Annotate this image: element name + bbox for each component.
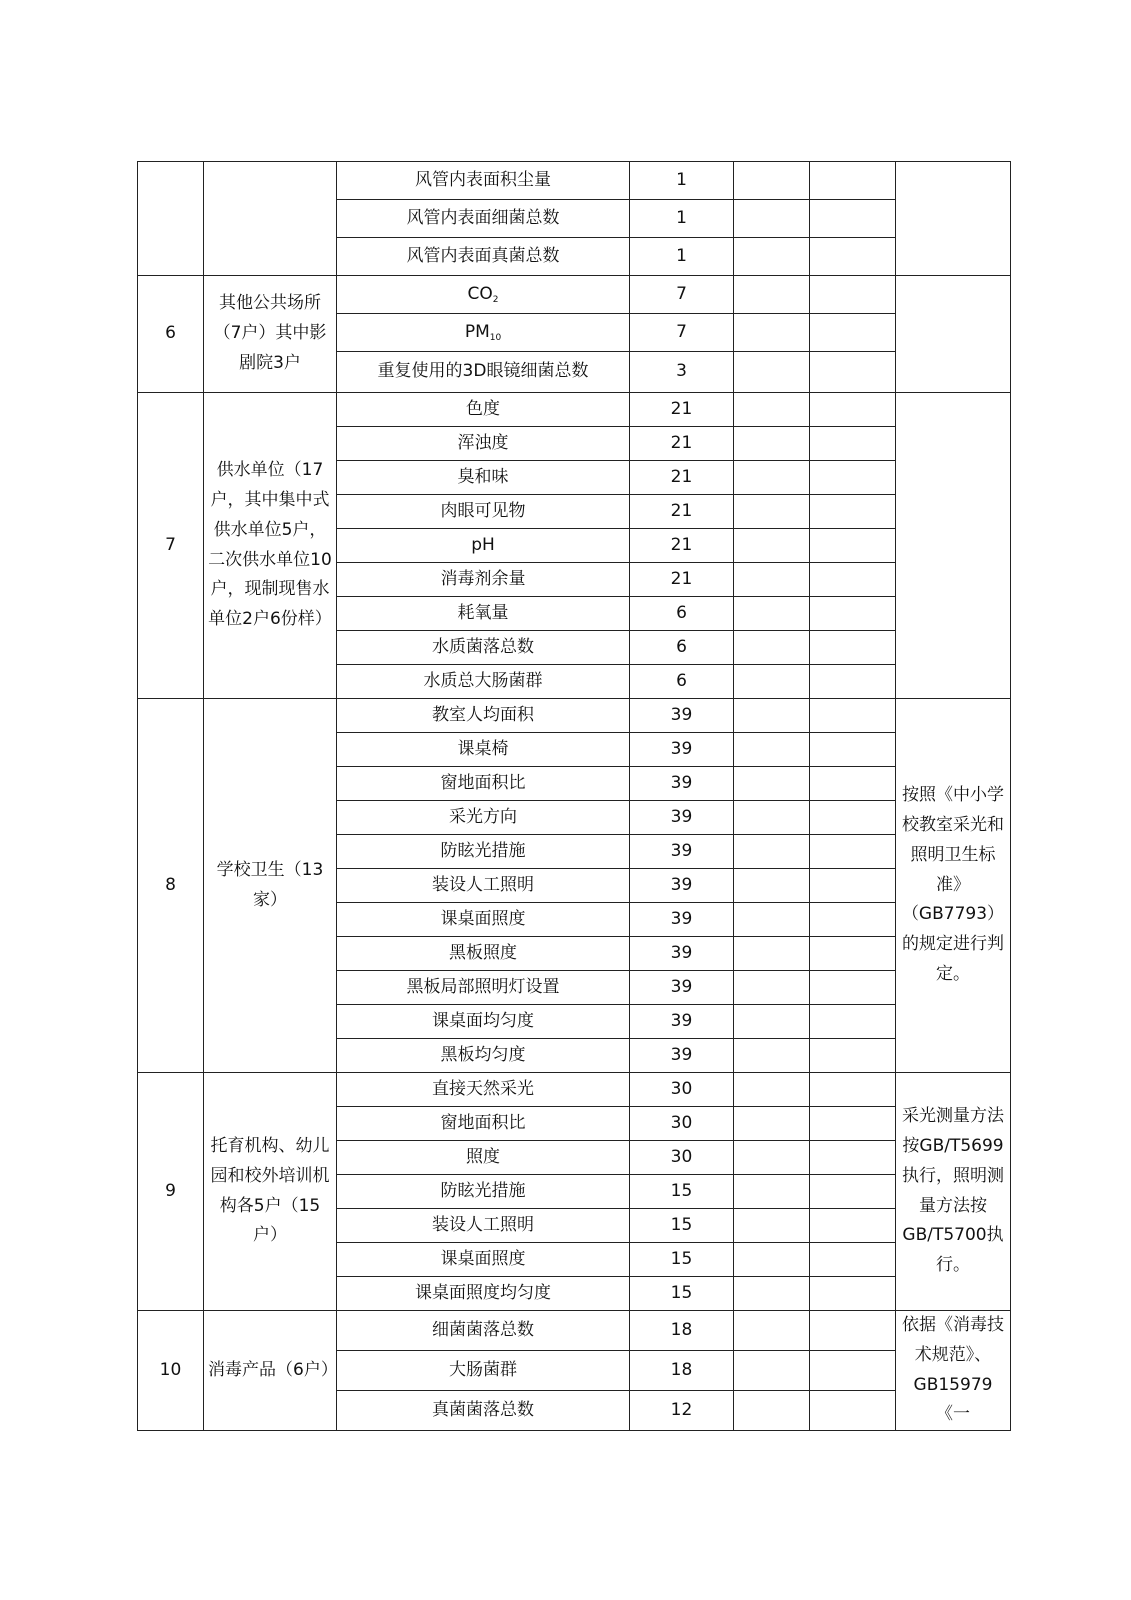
item-count: 1	[630, 238, 734, 276]
group-category: 学校卫生（13家）	[204, 699, 337, 1073]
item-name: 真菌菌落总数	[337, 1391, 630, 1431]
item-name: 臭和味	[337, 461, 630, 495]
item-name: 课桌椅	[337, 733, 630, 767]
item-name: 装设人工照明	[337, 1209, 630, 1243]
empty-cell	[734, 733, 810, 767]
empty-cell	[734, 238, 810, 276]
empty-cell	[810, 597, 896, 631]
empty-cell	[734, 1175, 810, 1209]
item-name: 浑浊度	[337, 427, 630, 461]
empty-cell	[810, 869, 896, 903]
item-name: 教室人均面积	[337, 699, 630, 733]
empty-cell	[810, 200, 896, 238]
empty-cell	[810, 1141, 896, 1175]
item-count: 7	[630, 276, 734, 314]
item-name: 重复使用的3D眼镜细菌总数	[337, 352, 630, 393]
item-count: 39	[630, 1039, 734, 1073]
empty-cell	[734, 1351, 810, 1391]
empty-cell	[734, 1073, 810, 1107]
empty-cell	[734, 1005, 810, 1039]
empty-cell	[810, 801, 896, 835]
empty-cell	[734, 162, 810, 200]
empty-cell	[810, 1243, 896, 1277]
item-name: 水质总大肠菌群	[337, 665, 630, 699]
item-count: 18	[630, 1311, 734, 1351]
empty-cell	[734, 699, 810, 733]
item-name: pH	[337, 529, 630, 563]
group-category: 消毒产品（6户）	[204, 1311, 337, 1431]
group-no: 9	[138, 1073, 204, 1311]
empty-cell	[734, 869, 810, 903]
empty-cell	[734, 631, 810, 665]
item-text: PM	[464, 321, 490, 342]
empty-cell	[810, 903, 896, 937]
item-count: 39	[630, 937, 734, 971]
note-cell	[896, 393, 1011, 699]
empty-cell	[734, 767, 810, 801]
table-row	[138, 699, 1011, 733]
item-name: 防眩光措施	[337, 835, 630, 869]
item-count: 6	[630, 597, 734, 631]
empty-cell	[810, 1073, 896, 1107]
item-count: 6	[630, 631, 734, 665]
empty-cell	[810, 238, 896, 276]
item-name: 窗地面积比	[337, 1107, 630, 1141]
empty-cell	[734, 529, 810, 563]
item-count: 21	[630, 393, 734, 427]
empty-cell	[810, 1311, 896, 1351]
item-subscript: 2	[492, 294, 499, 305]
item-name: 直接天然采光	[337, 1073, 630, 1107]
group-no: 10	[138, 1311, 204, 1431]
empty-cell	[810, 276, 896, 314]
empty-cell	[810, 162, 896, 200]
item-count: 21	[630, 529, 734, 563]
table-row	[138, 1311, 1011, 1351]
item-count: 39	[630, 971, 734, 1005]
item-count: 15	[630, 1175, 734, 1209]
inspection-table	[137, 161, 1011, 1431]
empty-cell	[734, 665, 810, 699]
empty-cell	[810, 427, 896, 461]
item-name	[337, 314, 630, 352]
item-count: 18	[630, 1351, 734, 1391]
empty-cell	[734, 937, 810, 971]
empty-cell	[734, 1107, 810, 1141]
item-count: 39	[630, 903, 734, 937]
item-name: 肉眼可见物	[337, 495, 630, 529]
empty-cell	[734, 461, 810, 495]
empty-cell	[734, 903, 810, 937]
item-text: CO	[467, 283, 493, 304]
item-name: 黑板照度	[337, 937, 630, 971]
empty-cell	[810, 767, 896, 801]
group-no-cell	[138, 162, 204, 276]
item-name: 色度	[337, 393, 630, 427]
empty-cell	[810, 835, 896, 869]
item-count: 39	[630, 733, 734, 767]
item-count: 15	[630, 1277, 734, 1311]
empty-cell	[810, 1005, 896, 1039]
empty-cell	[734, 597, 810, 631]
item-name: 装设人工照明	[337, 869, 630, 903]
empty-cell	[810, 937, 896, 971]
empty-cell	[810, 1209, 896, 1243]
empty-cell	[810, 631, 896, 665]
empty-cell	[810, 495, 896, 529]
group-category-cell	[204, 162, 337, 276]
table-row	[138, 276, 1011, 314]
group-no: 7	[138, 393, 204, 699]
table-row	[138, 393, 1011, 427]
empty-cell	[810, 393, 896, 427]
item-count: 30	[630, 1141, 734, 1175]
empty-cell	[810, 563, 896, 597]
item-count: 21	[630, 427, 734, 461]
empty-cell	[734, 1039, 810, 1073]
item-count: 39	[630, 699, 734, 733]
empty-cell	[734, 314, 810, 352]
empty-cell	[734, 352, 810, 393]
empty-cell	[734, 563, 810, 597]
empty-cell	[734, 1209, 810, 1243]
item-name: 耗氧量	[337, 597, 630, 631]
item-name: 消毒剂余量	[337, 563, 630, 597]
group-category: 供水单位（17户，其中集中式供水单位5户，二次供水单位10户，现制现售水单位2户6份样）	[204, 393, 337, 699]
empty-cell	[810, 461, 896, 495]
note-cell	[896, 276, 1011, 393]
item-name: 风管内表面积尘量	[337, 162, 630, 200]
item-count: 21	[630, 461, 734, 495]
item-name	[337, 276, 630, 314]
empty-cell	[810, 699, 896, 733]
empty-cell	[734, 1391, 810, 1431]
item-count: 3	[630, 352, 734, 393]
item-name: 课桌面均匀度	[337, 1005, 630, 1039]
item-count: 7	[630, 314, 734, 352]
empty-cell	[734, 200, 810, 238]
empty-cell	[810, 529, 896, 563]
note-cell: 采光测量方法按GB/T5699执行，照明测量方法按GB/T5700执行。	[896, 1073, 1011, 1311]
empty-cell	[810, 971, 896, 1005]
group-category: 托育机构、幼儿园和校外培训机构各5户（15户）	[204, 1073, 337, 1311]
item-count: 15	[630, 1209, 734, 1243]
empty-cell	[734, 971, 810, 1005]
empty-cell	[810, 1107, 896, 1141]
empty-cell	[734, 1277, 810, 1311]
item-count: 21	[630, 495, 734, 529]
item-count: 39	[630, 767, 734, 801]
item-count: 30	[630, 1107, 734, 1141]
item-name: 大肠菌群	[337, 1351, 630, 1391]
table-row	[138, 1073, 1011, 1107]
item-name: 水质菌落总数	[337, 631, 630, 665]
empty-cell	[734, 835, 810, 869]
item-count: 1	[630, 200, 734, 238]
group-no: 8	[138, 699, 204, 1073]
item-name: 防眩光措施	[337, 1175, 630, 1209]
empty-cell	[734, 276, 810, 314]
empty-cell	[810, 1351, 896, 1391]
empty-cell	[810, 1175, 896, 1209]
item-count: 1	[630, 162, 734, 200]
item-name: 课桌面照度	[337, 903, 630, 937]
empty-cell	[734, 393, 810, 427]
item-name: 窗地面积比	[337, 767, 630, 801]
item-count: 39	[630, 1005, 734, 1039]
empty-cell	[734, 1141, 810, 1175]
item-count: 15	[630, 1243, 734, 1277]
item-name: 照度	[337, 1141, 630, 1175]
table-row	[138, 162, 1011, 200]
item-count: 39	[630, 801, 734, 835]
empty-cell	[810, 314, 896, 352]
empty-cell	[810, 1277, 896, 1311]
note-cell	[896, 162, 1011, 276]
item-name: 细菌菌落总数	[337, 1311, 630, 1351]
item-subscript: 10	[489, 332, 502, 343]
item-name: 课桌面照度均匀度	[337, 1277, 630, 1311]
empty-cell	[734, 801, 810, 835]
empty-cell	[810, 733, 896, 767]
item-count: 39	[630, 869, 734, 903]
group-category: 其他公共场所（7户）其中影剧院3户	[204, 276, 337, 393]
note-cell: 按照《中小学校教室采光和照明卫生标准》（GB7793）的规定进行判定。	[896, 699, 1011, 1073]
item-name: 风管内表面细菌总数	[337, 200, 630, 238]
empty-cell	[734, 1243, 810, 1277]
empty-cell	[810, 352, 896, 393]
empty-cell	[810, 1391, 896, 1431]
empty-cell	[734, 427, 810, 461]
note-cell: 依据《消毒技术规范》、GB15979《一	[896, 1311, 1011, 1431]
empty-cell	[734, 1311, 810, 1351]
item-name: 课桌面照度	[337, 1243, 630, 1277]
item-name: 风管内表面真菌总数	[337, 238, 630, 276]
item-count: 21	[630, 563, 734, 597]
item-count: 12	[630, 1391, 734, 1431]
item-name: 采光方向	[337, 801, 630, 835]
item-count: 30	[630, 1073, 734, 1107]
empty-cell	[734, 495, 810, 529]
empty-cell	[810, 1039, 896, 1073]
item-name: 黑板局部照明灯设置	[337, 971, 630, 1005]
group-no: 6	[138, 276, 204, 393]
item-name: 黑板均匀度	[337, 1039, 630, 1073]
item-count: 39	[630, 835, 734, 869]
empty-cell	[810, 665, 896, 699]
item-count: 6	[630, 665, 734, 699]
